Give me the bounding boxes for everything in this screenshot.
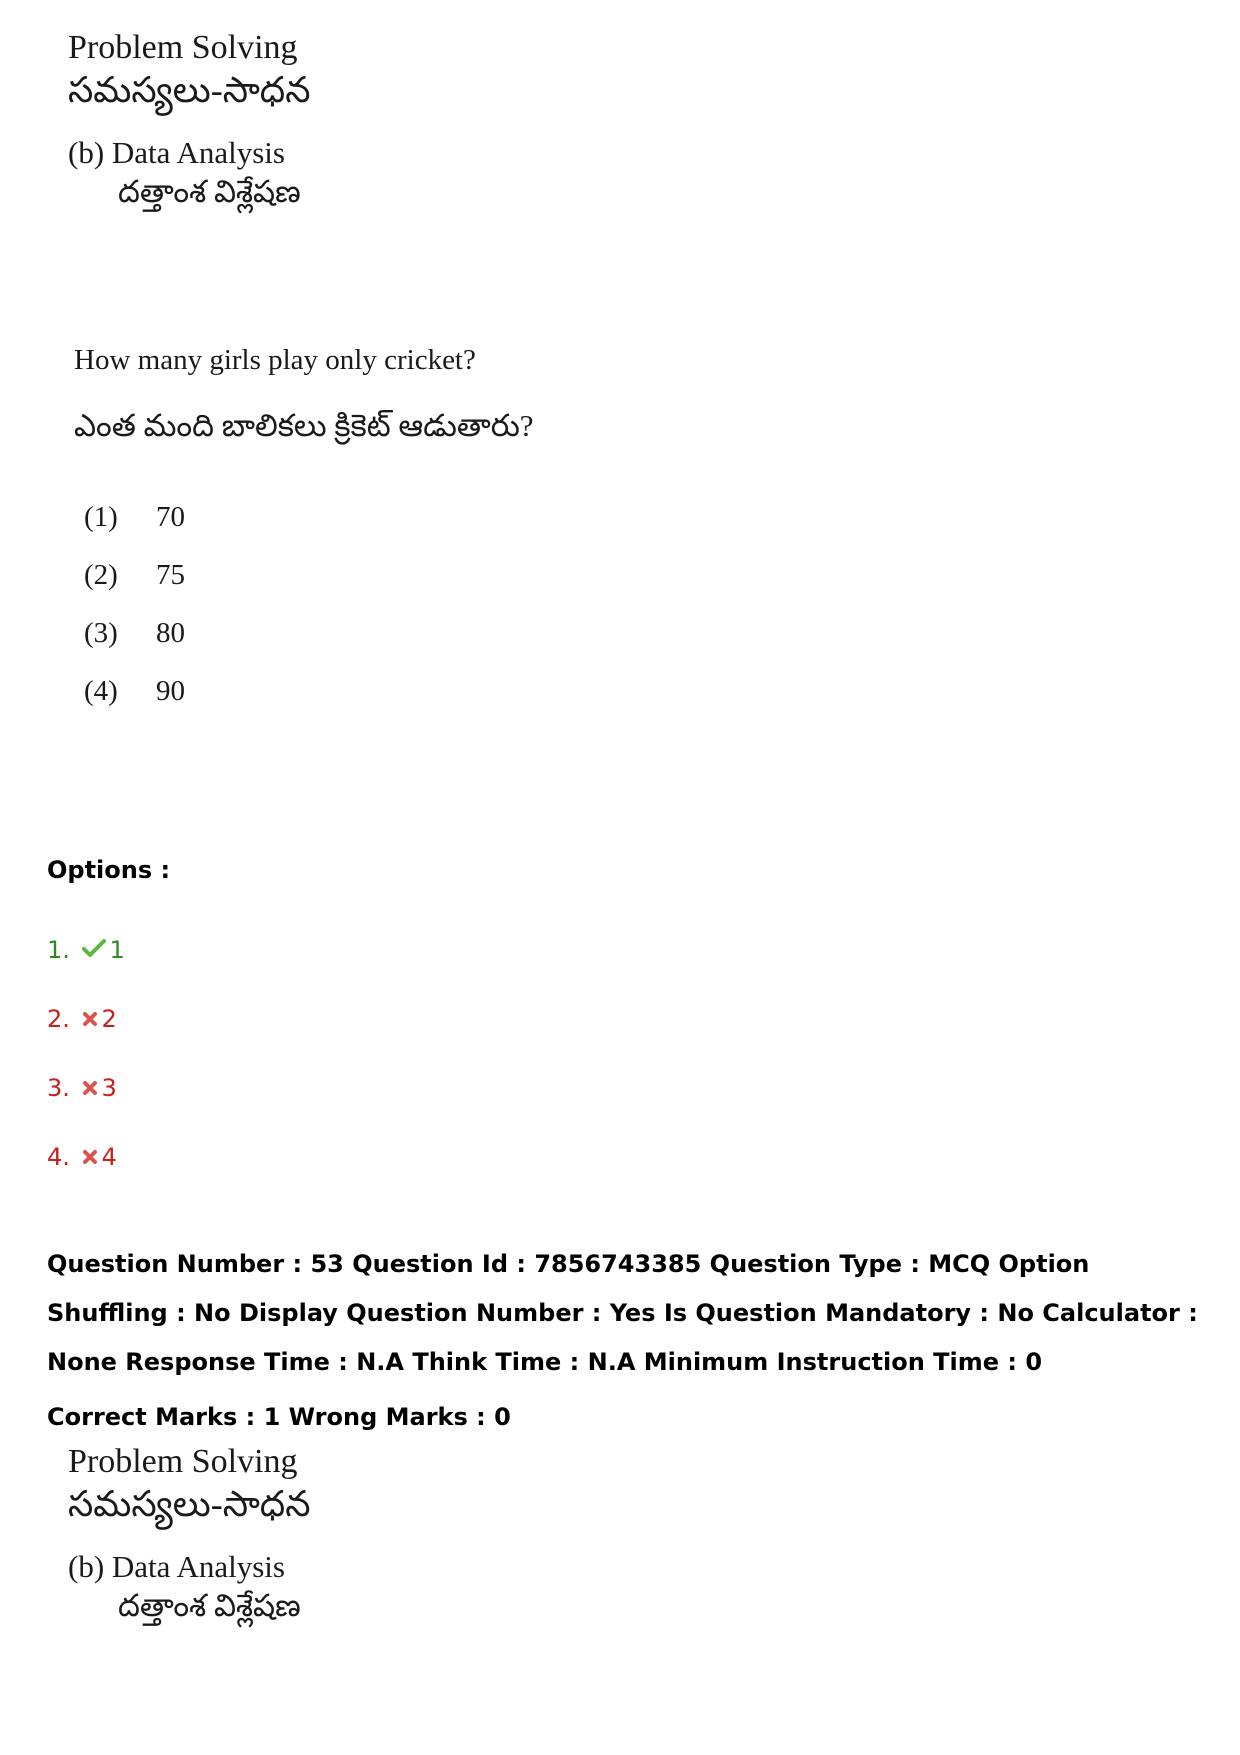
- choice-item: [84, 670, 185, 728]
- cross-icon: [82, 1145, 98, 1175]
- choice-number: (3): [84, 617, 118, 649]
- question-block: [74, 340, 534, 448]
- question-text-telugu: ఎంత మంది బాలికలు క్రికెట్ ఆడుతారు?: [74, 408, 534, 443]
- section-subtitle-telugu: దత్తాంశ విశ్లేషణ: [118, 174, 301, 209]
- option-value: 3: [101, 1074, 117, 1102]
- choice-number: (2): [84, 559, 118, 591]
- choice-number: (1): [84, 501, 118, 533]
- choice-number: (4): [84, 675, 118, 707]
- section-subtitle-telugu: దత్తాంశ విశ్లేషణ: [118, 1588, 301, 1623]
- question-metadata: Question Number : 53 Question Id : 7856743385 Question Type : MCQ Option Shuffling : No Display Question Number : Yes Is Question Mandatory : No Calculator : None Response Time : N.A Think Time : N.A Minimum Instruction Time : 0: [47, 1250, 1198, 1376]
- section-subtitle: (b) Data Analysis: [68, 1549, 285, 1584]
- section-header-bottom: [68, 1442, 311, 1626]
- option-item-3: [47, 1073, 117, 1106]
- section-title-telugu: సమస్యలు-సాధన: [68, 70, 311, 110]
- options-heading: Options :: [47, 856, 171, 884]
- question-text: How many girls play only cricket?: [74, 344, 476, 376]
- option-value: 2: [101, 1005, 117, 1033]
- choice-item: [84, 612, 185, 670]
- question-choices: [84, 496, 185, 728]
- question-marks: Correct Marks : 1 Wrong Marks : 0: [47, 1403, 511, 1431]
- option-value: 1: [109, 936, 125, 964]
- choice-value: 80: [156, 617, 185, 649]
- option-index: 4.: [47, 1143, 70, 1171]
- check-icon: [82, 935, 106, 965]
- choice-value: 90: [156, 675, 185, 707]
- section-title-telugu: సమస్యలు-సాధన: [68, 1484, 311, 1524]
- option-value: 4: [101, 1143, 117, 1171]
- cross-icon: [82, 1007, 98, 1037]
- section-subtitle: (b) Data Analysis: [68, 135, 285, 170]
- option-index: 2.: [47, 1005, 70, 1033]
- section-title: Problem Solving: [68, 29, 298, 66]
- option-item-2: [47, 1004, 117, 1037]
- section-header-top: [68, 28, 311, 212]
- option-index: 3.: [47, 1074, 70, 1102]
- option-item-4: [47, 1142, 117, 1175]
- option-index: 1.: [47, 936, 70, 964]
- section-title: Problem Solving: [68, 1443, 298, 1480]
- cross-icon: [82, 1076, 98, 1106]
- choice-item: [84, 554, 185, 612]
- option-item-1: [47, 935, 125, 965]
- choice-item: [84, 496, 185, 554]
- choice-value: 75: [156, 559, 185, 591]
- choice-value: 70: [156, 501, 185, 533]
